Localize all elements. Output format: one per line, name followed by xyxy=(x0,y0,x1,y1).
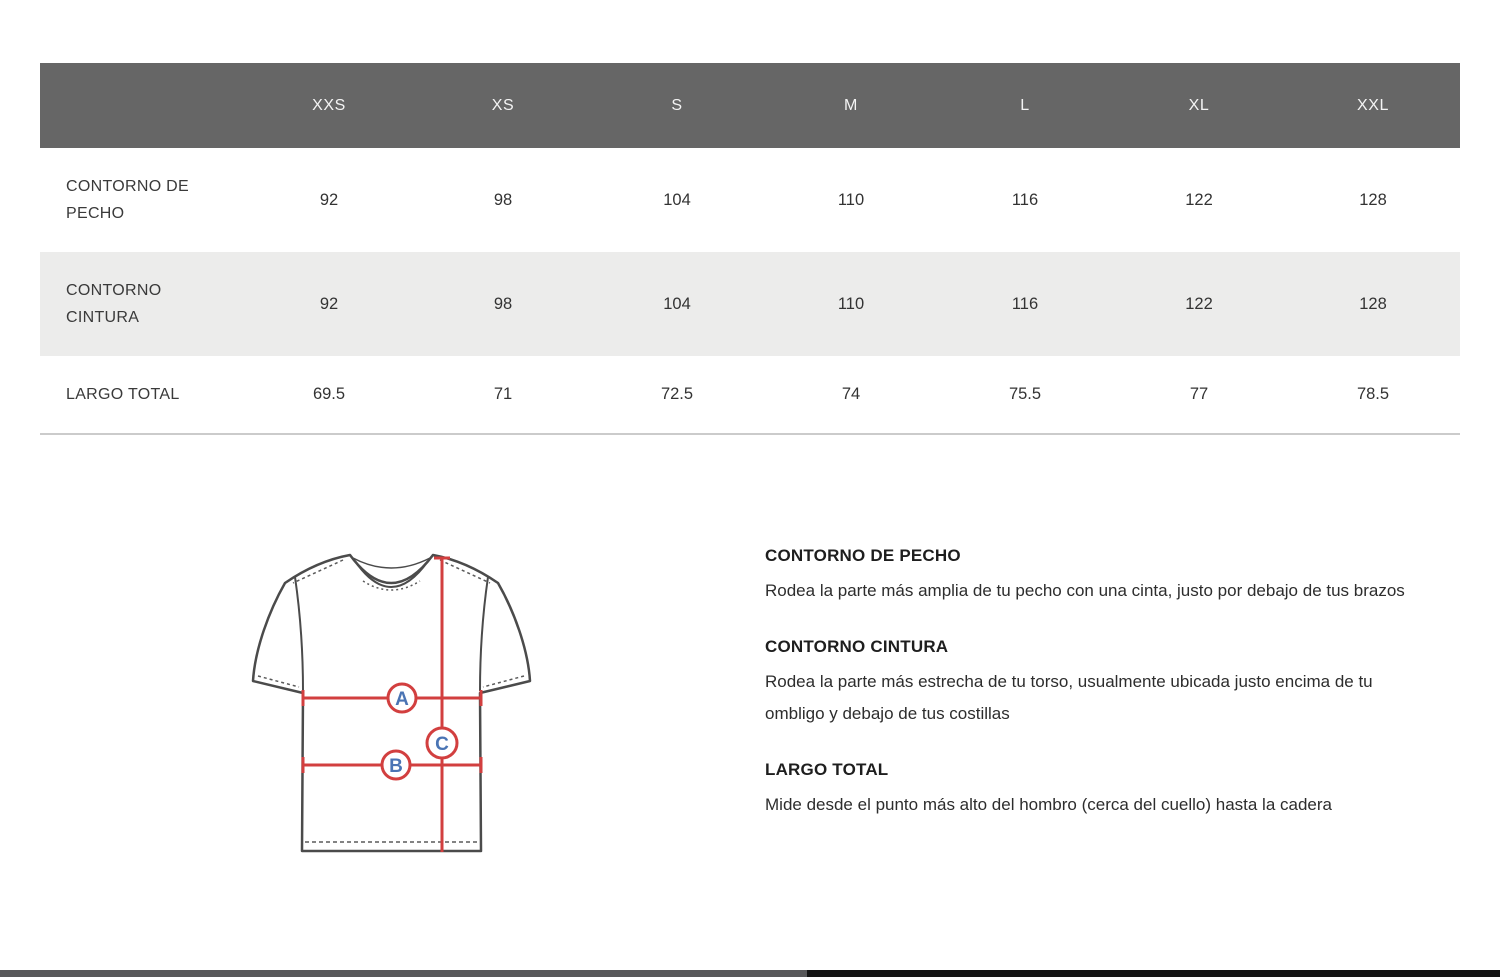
marker-a-label: A xyxy=(395,689,409,710)
size-chart-header-row xyxy=(40,63,1460,148)
size-column-header-xxl: XXL xyxy=(1356,96,1390,114)
size-column-header-xl: XL xyxy=(1188,96,1210,114)
cell-value: 92 xyxy=(319,294,339,313)
cell-value: 116 xyxy=(1011,294,1039,313)
guide-description: Rodea la parte más estrecha de tu torso, usualmente ubicada justo encima de tu ombligo y debajo de tus costillas xyxy=(765,672,1373,723)
cell-value: 78.5 xyxy=(1356,385,1390,403)
table-row-length xyxy=(40,356,1460,435)
cell-value: 77 xyxy=(1189,385,1209,403)
size-column-header-l: L xyxy=(1020,96,1030,114)
bottom-scrollbar[interactable] xyxy=(0,970,1500,977)
cell-value: 72.5 xyxy=(660,385,694,403)
guide-description: Mide desde el punto más alto del hombro (cerca del cuello) hasta la cadera xyxy=(765,795,1332,814)
cell-value: 74 xyxy=(841,385,861,403)
cell-value: 110 xyxy=(837,190,865,209)
guide-title: LARGO TOTAL xyxy=(765,760,889,779)
cell-value: 122 xyxy=(1185,294,1213,313)
guide-title: CONTORNO DE PECHO xyxy=(765,546,961,565)
guide-section-waist xyxy=(765,637,1413,730)
cell-value: 98 xyxy=(493,190,513,209)
marker-c-label: C xyxy=(435,734,449,755)
row-label: LARGO TOTAL xyxy=(66,386,180,403)
cell-value: 104 xyxy=(663,294,691,313)
guide-section-length xyxy=(765,760,1413,821)
size-column-header-xs: XS xyxy=(491,96,515,114)
guide-section-chest xyxy=(765,546,1413,607)
cell-value: 75.5 xyxy=(1008,385,1042,403)
row-label: CONTORNO CINTURA xyxy=(66,282,162,326)
cell-value: 128 xyxy=(1359,190,1387,209)
guide-description: Rodea la parte más amplia de tu pecho con una cinta, justo por debajo de tus brazos xyxy=(765,581,1405,600)
measurement-guide xyxy=(765,546,1413,821)
cell-value: 104 xyxy=(663,190,691,209)
size-column-header-s: S xyxy=(671,96,683,114)
table-row-waist xyxy=(40,252,1460,356)
cell-value: 110 xyxy=(837,294,865,313)
cell-value: 69.5 xyxy=(312,385,346,403)
cell-value: 128 xyxy=(1359,294,1387,313)
size-chart-table xyxy=(40,63,1460,435)
cell-value: 98 xyxy=(493,294,513,313)
guide-title: CONTORNO CINTURA xyxy=(765,637,949,656)
size-column-header-xxs: XXS xyxy=(312,96,346,114)
table-row-chest xyxy=(40,148,1460,252)
marker-b-label: B xyxy=(389,756,403,777)
row-label: CONTORNO DE PECHO xyxy=(66,178,190,222)
scrollbar-thumb[interactable] xyxy=(0,970,807,977)
size-column-header-m: M xyxy=(844,96,858,114)
cell-value: 116 xyxy=(1011,190,1039,209)
scrollbar-track[interactable] xyxy=(807,970,1500,977)
cell-value: 71 xyxy=(493,385,513,403)
tshirt-measurement-diagram xyxy=(245,533,537,863)
cell-value: 92 xyxy=(319,190,339,209)
cell-value: 122 xyxy=(1185,190,1213,209)
